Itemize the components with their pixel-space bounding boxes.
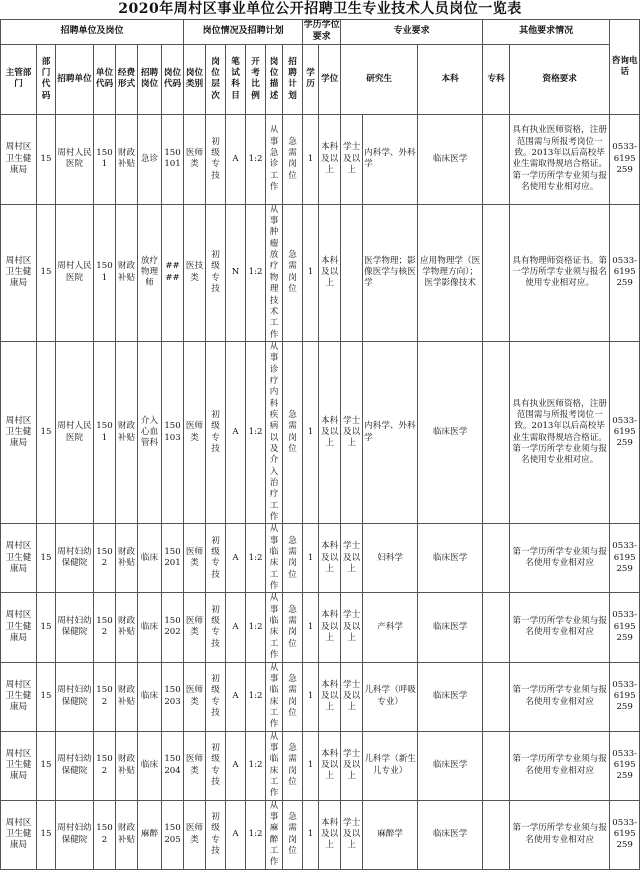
cell-desc: 从事临床工作 <box>266 593 283 662</box>
cell-plan: 1 <box>303 731 319 800</box>
cell-dept: 周村区卫生健康局 <box>1 114 37 204</box>
cell-desc: 从事急诊工作 <box>266 114 283 204</box>
cell-ratio: 1:2 <box>246 593 266 662</box>
cell-flag: 急需岗位 <box>283 731 303 800</box>
cell-degree <box>341 204 363 341</box>
cell-funding: 财政补贴 <box>116 731 138 800</box>
cell-category: 医师类 <box>184 800 206 869</box>
cell-post: 临床 <box>138 593 162 662</box>
cell-phone: 0533-6195259 <box>610 524 640 593</box>
cell-grad: 儿科学（新生儿专业） <box>363 731 418 800</box>
header-phone: 咨询电话 <box>610 20 640 115</box>
cell-qual: 第一学历所学专业须与报名使用专业相对应 <box>510 524 610 593</box>
cell-post: 急诊 <box>138 114 162 204</box>
cell-dept: 周村区卫生健康局 <box>1 593 37 662</box>
cell-category: 医师类 <box>184 593 206 662</box>
header-college: 专科 <box>483 44 510 114</box>
cell-flag: 急需岗位 <box>283 341 303 524</box>
cell-college <box>483 341 510 524</box>
cell-post-code: 150101 <box>162 114 184 204</box>
header-qual: 资格要求 <box>510 44 610 114</box>
cell-edu: 本科及以上 <box>319 524 341 593</box>
cell-exam: A <box>226 662 246 731</box>
cell-qual: 具有物理师资格证书。第一学历所学专业须与报名使用专业相对应。 <box>510 204 610 341</box>
cell-college <box>483 731 510 800</box>
cell-bachelor: 临床医学 <box>418 593 483 662</box>
cell-post-code: #### <box>162 204 184 341</box>
column-header-row <box>1 44 640 114</box>
group-position: 岗位情况及招聘计划 <box>184 20 303 45</box>
cell-unit: 周村人民医院 <box>56 114 94 204</box>
header-category: 岗位类别 <box>184 44 206 114</box>
cell-funding: 财政补贴 <box>116 341 138 524</box>
cell-ratio: 1:2 <box>246 204 266 341</box>
cell-category: 医师类 <box>184 662 206 731</box>
cell-category: 医师类 <box>184 341 206 524</box>
cell-college <box>483 593 510 662</box>
cell-edu: 本科及以上 <box>319 731 341 800</box>
cell-grad: 内科学、外科学 <box>363 341 418 524</box>
cell-exam: A <box>226 593 246 662</box>
cell-bachelor: 临床医学 <box>418 800 483 869</box>
cell-unit: 周村妇幼保健院 <box>56 524 94 593</box>
cell-dept-code: 15 <box>37 341 56 524</box>
cell-grad: 妇科学 <box>363 524 418 593</box>
cell-unit: 周村妇幼保健院 <box>56 662 94 731</box>
cell-post: 临床 <box>138 662 162 731</box>
cell-grad: 医学物理；影像医学与核医学 <box>363 204 418 341</box>
table-row <box>1 114 640 204</box>
cell-qual: 具有执业医师资格，注册范围需与所报考岗位一致。2013年以后高校毕业生需取得规培合格证。第一学历所学专业须与报名使用专业相对应。 <box>510 114 610 204</box>
header-exam: 笔试科目 <box>226 44 246 114</box>
cell-flag: 急需岗位 <box>283 114 303 204</box>
cell-level: 初级专技 <box>206 114 226 204</box>
header-plan: 招聘计划 <box>283 44 303 114</box>
cell-desc: 从事肿瘤放疗物理技术工作 <box>266 204 283 341</box>
cell-desc: 从事临床工作 <box>266 662 283 731</box>
group-other: 其他要求情况 <box>483 20 610 45</box>
cell-phone: 0533-6195259 <box>610 204 640 341</box>
cell-unit-code: 1502 <box>94 593 116 662</box>
group-major: 专业要求 <box>341 20 483 45</box>
cell-dept-code: 15 <box>37 800 56 869</box>
cell-post-code: 150201 <box>162 524 184 593</box>
cell-category: 医师类 <box>184 114 206 204</box>
table-row <box>1 593 640 662</box>
page-title: 2020年周村区事业单位公开招聘卫生专业技术人员岗位一览表 <box>118 1 522 17</box>
cell-funding: 财政补贴 <box>116 204 138 341</box>
cell-dept: 周村区卫生健康局 <box>1 662 37 731</box>
cell-desc: 从事诊疗内科疾病以及介入治疗工作 <box>266 341 283 524</box>
cell-dept-code: 15 <box>37 114 56 204</box>
cell-dept-code: 15 <box>37 662 56 731</box>
cell-ratio: 1:2 <box>246 731 266 800</box>
header-edu: 学历 <box>303 44 319 114</box>
header-unit-code: 单位代码 <box>94 44 116 114</box>
cell-grad: 产科学 <box>363 593 418 662</box>
cell-unit: 周村妇幼保健院 <box>56 731 94 800</box>
cell-degree: 学士及以上 <box>341 524 363 593</box>
cell-dept-code: 15 <box>37 524 56 593</box>
cell-plan: 1 <box>303 114 319 204</box>
cell-post-code: 150202 <box>162 593 184 662</box>
cell-flag: 急需岗位 <box>283 524 303 593</box>
header-post-code: 岗位代码 <box>162 44 184 114</box>
cell-dept: 周村区卫生健康局 <box>1 341 37 524</box>
cell-bachelor: 临床医学 <box>418 341 483 524</box>
cell-edu: 本科及以上 <box>319 204 341 341</box>
cell-plan: 1 <box>303 204 319 341</box>
cell-post: 麻醉 <box>138 800 162 869</box>
cell-post: 放疗物理师 <box>138 204 162 341</box>
cell-phone: 0533-6195259 <box>610 114 640 204</box>
cell-post-code: 150103 <box>162 341 184 524</box>
cell-college <box>483 662 510 731</box>
cell-exam: N <box>226 204 246 341</box>
cell-plan: 1 <box>303 593 319 662</box>
cell-post-code: 150205 <box>162 800 184 869</box>
cell-grad: 内科学、外科学 <box>363 114 418 204</box>
cell-dept: 周村区卫生健康局 <box>1 731 37 800</box>
cell-degree: 学士及以上 <box>341 593 363 662</box>
cell-edu: 本科及以上 <box>319 341 341 524</box>
group-unit: 招聘单位及岗位 <box>1 20 184 45</box>
header-dept: 主管部门 <box>1 44 37 114</box>
cell-college <box>483 524 510 593</box>
cell-desc: 从事临床工作 <box>266 524 283 593</box>
cell-dept-code: 15 <box>37 731 56 800</box>
cell-degree: 学士及以上 <box>341 341 363 524</box>
header-desc: 岗位描述 <box>266 44 283 114</box>
cell-flag: 急需岗位 <box>283 800 303 869</box>
cell-unit-code: 1502 <box>94 524 116 593</box>
cell-qual: 第一学历所学专业须与报名使用专业相对应 <box>510 731 610 800</box>
group-education: 学历学位要求 <box>303 20 341 45</box>
cell-qual: 第一学历所学专业须与报名使用专业相对应 <box>510 800 610 869</box>
cell-dept: 周村区卫生健康局 <box>1 524 37 593</box>
cell-level: 初级专技 <box>206 731 226 800</box>
cell-level: 初级专技 <box>206 204 226 341</box>
cell-unit-code: 1501 <box>94 341 116 524</box>
cell-plan: 1 <box>303 662 319 731</box>
cell-college <box>483 204 510 341</box>
cell-flag: 急需岗位 <box>283 662 303 731</box>
table-row <box>1 662 640 731</box>
cell-post-code: 150204 <box>162 731 184 800</box>
cell-ratio: 1:2 <box>246 114 266 204</box>
cell-exam: A <box>226 731 246 800</box>
cell-degree: 学士及以上 <box>341 114 363 204</box>
cell-edu: 本科及以上 <box>319 114 341 204</box>
cell-exam: A <box>226 524 246 593</box>
table-row <box>1 204 640 341</box>
cell-flag: 急需岗位 <box>283 593 303 662</box>
header-dept-code: 部门代码 <box>37 44 56 114</box>
cell-bachelor: 临床医学 <box>418 114 483 204</box>
cell-plan: 1 <box>303 341 319 524</box>
cell-degree: 学士及以上 <box>341 731 363 800</box>
cell-unit: 周村人民医院 <box>56 341 94 524</box>
table-row <box>1 524 640 593</box>
cell-exam: A <box>226 341 246 524</box>
cell-post: 介入心血管科 <box>138 341 162 524</box>
cell-post: 临床 <box>138 731 162 800</box>
cell-desc: 从事临床工作 <box>266 731 283 800</box>
cell-qual: 第一学历所学专业须与报名使用专业相对应 <box>510 662 610 731</box>
cell-flag: 急需岗位 <box>283 204 303 341</box>
header-funding: 经费形式 <box>116 44 138 114</box>
cell-bachelor: 临床医学 <box>418 731 483 800</box>
cell-bachelor: 临床医学 <box>418 662 483 731</box>
cell-grad: 麻醉学 <box>363 800 418 869</box>
cell-ratio: 1:2 <box>246 662 266 731</box>
cell-unit-code: 1502 <box>94 662 116 731</box>
cell-funding: 财政补贴 <box>116 114 138 204</box>
cell-level: 初级专技 <box>206 593 226 662</box>
cell-dept: 周村区卫生健康局 <box>1 204 37 341</box>
header-degree: 学位 <box>319 44 341 114</box>
cell-college <box>483 114 510 204</box>
cell-ratio: 1:2 <box>246 524 266 593</box>
cell-plan: 1 <box>303 800 319 869</box>
cell-edu: 本科及以上 <box>319 800 341 869</box>
cell-unit: 周村人民医院 <box>56 204 94 341</box>
cell-funding: 财政补贴 <box>116 662 138 731</box>
cell-exam: A <box>226 800 246 869</box>
cell-degree: 学士及以上 <box>341 800 363 869</box>
cell-phone: 0533-6195259 <box>610 731 640 800</box>
cell-degree: 学士及以上 <box>341 662 363 731</box>
header-ratio: 开考比例 <box>246 44 266 114</box>
cell-level: 初级专技 <box>206 662 226 731</box>
cell-category: 医师类 <box>184 524 206 593</box>
job-table <box>0 19 640 870</box>
group-header-row <box>1 20 640 45</box>
cell-college <box>483 800 510 869</box>
table-row <box>1 800 640 869</box>
header-grad: 研究生 <box>341 44 418 114</box>
header-level: 岗位层次 <box>206 44 226 114</box>
cell-post-code: 150203 <box>162 662 184 731</box>
cell-post: 临床 <box>138 524 162 593</box>
table-row <box>1 341 640 524</box>
cell-edu: 本科及以上 <box>319 593 341 662</box>
cell-unit-code: 1502 <box>94 800 116 869</box>
cell-plan: 1 <box>303 524 319 593</box>
cell-phone: 0533-6195259 <box>610 341 640 524</box>
cell-level: 初级专技 <box>206 800 226 869</box>
cell-qual: 具有执业医师资格，注册范围需与所报考岗位一致。2013年以后高校毕业生需取得规培合格证。第一学历所学专业须与报名使用专业相对应。 <box>510 341 610 524</box>
cell-bachelor: 临床医学 <box>418 524 483 593</box>
cell-category: 医师类 <box>184 731 206 800</box>
cell-desc: 从事麻醉工作 <box>266 800 283 869</box>
cell-unit: 周村妇幼保健院 <box>56 800 94 869</box>
cell-funding: 财政补贴 <box>116 524 138 593</box>
cell-unit-code: 1502 <box>94 731 116 800</box>
cell-phone: 0533-6195259 <box>610 800 640 869</box>
header-bachelor: 本科 <box>418 44 483 114</box>
cell-phone: 0533-6195259 <box>610 662 640 731</box>
cell-qual: 第一学历所学专业须与报名使用专业相对应 <box>510 593 610 662</box>
header-post: 招聘岗位 <box>138 44 162 114</box>
cell-bachelor: 应用物理学（医学物理方向）；医学影像技术 <box>418 204 483 341</box>
cell-level: 初级专技 <box>206 341 226 524</box>
cell-ratio: 1:2 <box>246 341 266 524</box>
cell-edu: 本科及以上 <box>319 662 341 731</box>
cell-level: 初级专技 <box>206 524 226 593</box>
table-row <box>1 731 640 800</box>
cell-funding: 财政补贴 <box>116 800 138 869</box>
cell-exam: A <box>226 114 246 204</box>
cell-unit: 周村妇幼保健院 <box>56 593 94 662</box>
cell-dept-code: 15 <box>37 593 56 662</box>
cell-dept: 周村区卫生健康局 <box>1 800 37 869</box>
cell-unit-code: 1501 <box>94 114 116 204</box>
cell-category: 医技类 <box>184 204 206 341</box>
cell-unit-code: 1501 <box>94 204 116 341</box>
cell-grad: 儿科学（呼吸专业） <box>363 662 418 731</box>
header-unit: 招聘单位 <box>56 44 94 114</box>
cell-ratio: 1:2 <box>246 800 266 869</box>
cell-funding: 财政补贴 <box>116 593 138 662</box>
cell-phone: 0533-6195259 <box>610 593 640 662</box>
cell-dept-code: 15 <box>37 204 56 341</box>
